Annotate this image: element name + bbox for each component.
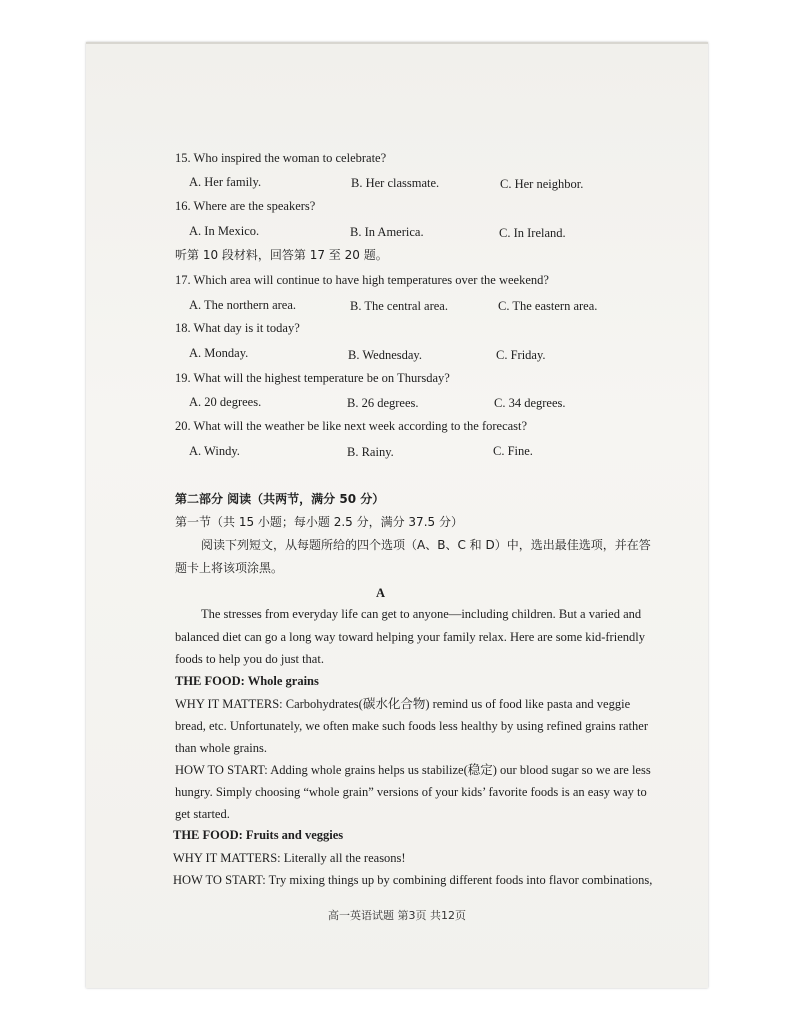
q15-option-c: C. Her neighbor.	[500, 177, 584, 191]
how1-line3: get started.	[175, 807, 230, 821]
q18-option-c: C. Friday.	[496, 348, 546, 362]
how2-line: HOW TO START: Try mixing things up by combining different foods into flavor combinations,	[173, 873, 653, 887]
q17-option-b: B. The central area.	[350, 299, 448, 313]
passage-letter: A	[376, 586, 386, 600]
q15-option-b: B. Her classmate.	[351, 176, 440, 190]
passage-p1-line3: foods to help you do just that.	[175, 652, 324, 666]
q20-option-c: C. Fine.	[493, 444, 533, 458]
food-heading-fruits-veggies: THE FOOD: Fruits and veggies	[173, 828, 344, 842]
q16-option-a: A. In Mexico.	[189, 224, 260, 238]
part2-heading: 第二部分 阅读（共两节，满分 50 分）	[175, 492, 385, 506]
q15-option-a: A. Her family.	[189, 175, 262, 189]
q16-option-c: C. In Ireland.	[499, 226, 566, 240]
q19-option-c: C. 34 degrees.	[494, 396, 566, 410]
why1-line2: bread, etc. Unfortunately, we often make such foods less healthy by using refined grains rather	[175, 719, 648, 733]
question-20: 20. What will the weather be like next week according to the forecast?	[175, 419, 528, 433]
q17-option-c: C. The eastern area.	[498, 299, 598, 313]
q16-option-b: B. In America.	[350, 225, 424, 239]
question-16: 16. Where are the speakers?	[175, 199, 316, 213]
section1-heading: 第一节（共 15 小题；每小题 2.5 分，满分 37.5 分）	[175, 515, 463, 529]
passage-p1-line2: balanced diet can go a long way toward helping your family relax. Here are some kid-friendly	[175, 630, 645, 644]
q20-option-b: B. Rainy.	[347, 445, 394, 459]
reading-instruction-line2: 题卡上将该项涂黑。	[175, 561, 284, 575]
q18-option-a: A. Monday.	[189, 346, 249, 360]
why2-line: WHY IT MATTERS: Literally all the reasons!	[173, 851, 406, 865]
q18-option-b: B. Wednesday.	[348, 348, 422, 362]
q20-option-a: A. Windy.	[189, 444, 240, 458]
question-19: 19. What will the highest temperature be on Thursday?	[175, 371, 450, 385]
question-15: 15. Who inspired the woman to celebrate?	[175, 151, 387, 165]
how1-line2: hungry. Simply choosing “whole grain” versions of your kids’ favorite foods is an easy way to	[175, 785, 647, 799]
passage-p1-line1: The stresses from everyday life can get to anyone—including children. But a varied and	[201, 607, 642, 621]
page-footer: 高一英语试题 第3页 共12页	[328, 909, 466, 922]
how1-line1: HOW TO START: Adding whole grains helps us stabilize(稳定) our blood sugar so we are less	[175, 763, 651, 777]
q19-option-a: A. 20 degrees.	[189, 395, 262, 409]
question-17: 17. Which area will continue to have high temperatures over the weekend?	[175, 273, 549, 287]
food-heading-whole-grains: THE FOOD: Whole grains	[175, 674, 319, 688]
q19-option-b: B. 26 degrees.	[347, 396, 419, 410]
why1-line3: than whole grains.	[175, 741, 267, 755]
why1-line1: WHY IT MATTERS: Carbohydrates(碳水化合物) remind us of food like pasta and veggie	[175, 697, 631, 711]
question-18: 18. What day is it today?	[175, 321, 300, 335]
reading-instruction-line1: 阅读下列短文，从每题所给的四个选项（A、B、C 和 D）中，选出最佳选项，并在答	[201, 538, 651, 552]
q17-option-a: A. The northern area.	[189, 298, 297, 312]
listening-instruction-10: 听第 10 段材料，回答第 17 至 20 题。	[175, 248, 388, 262]
